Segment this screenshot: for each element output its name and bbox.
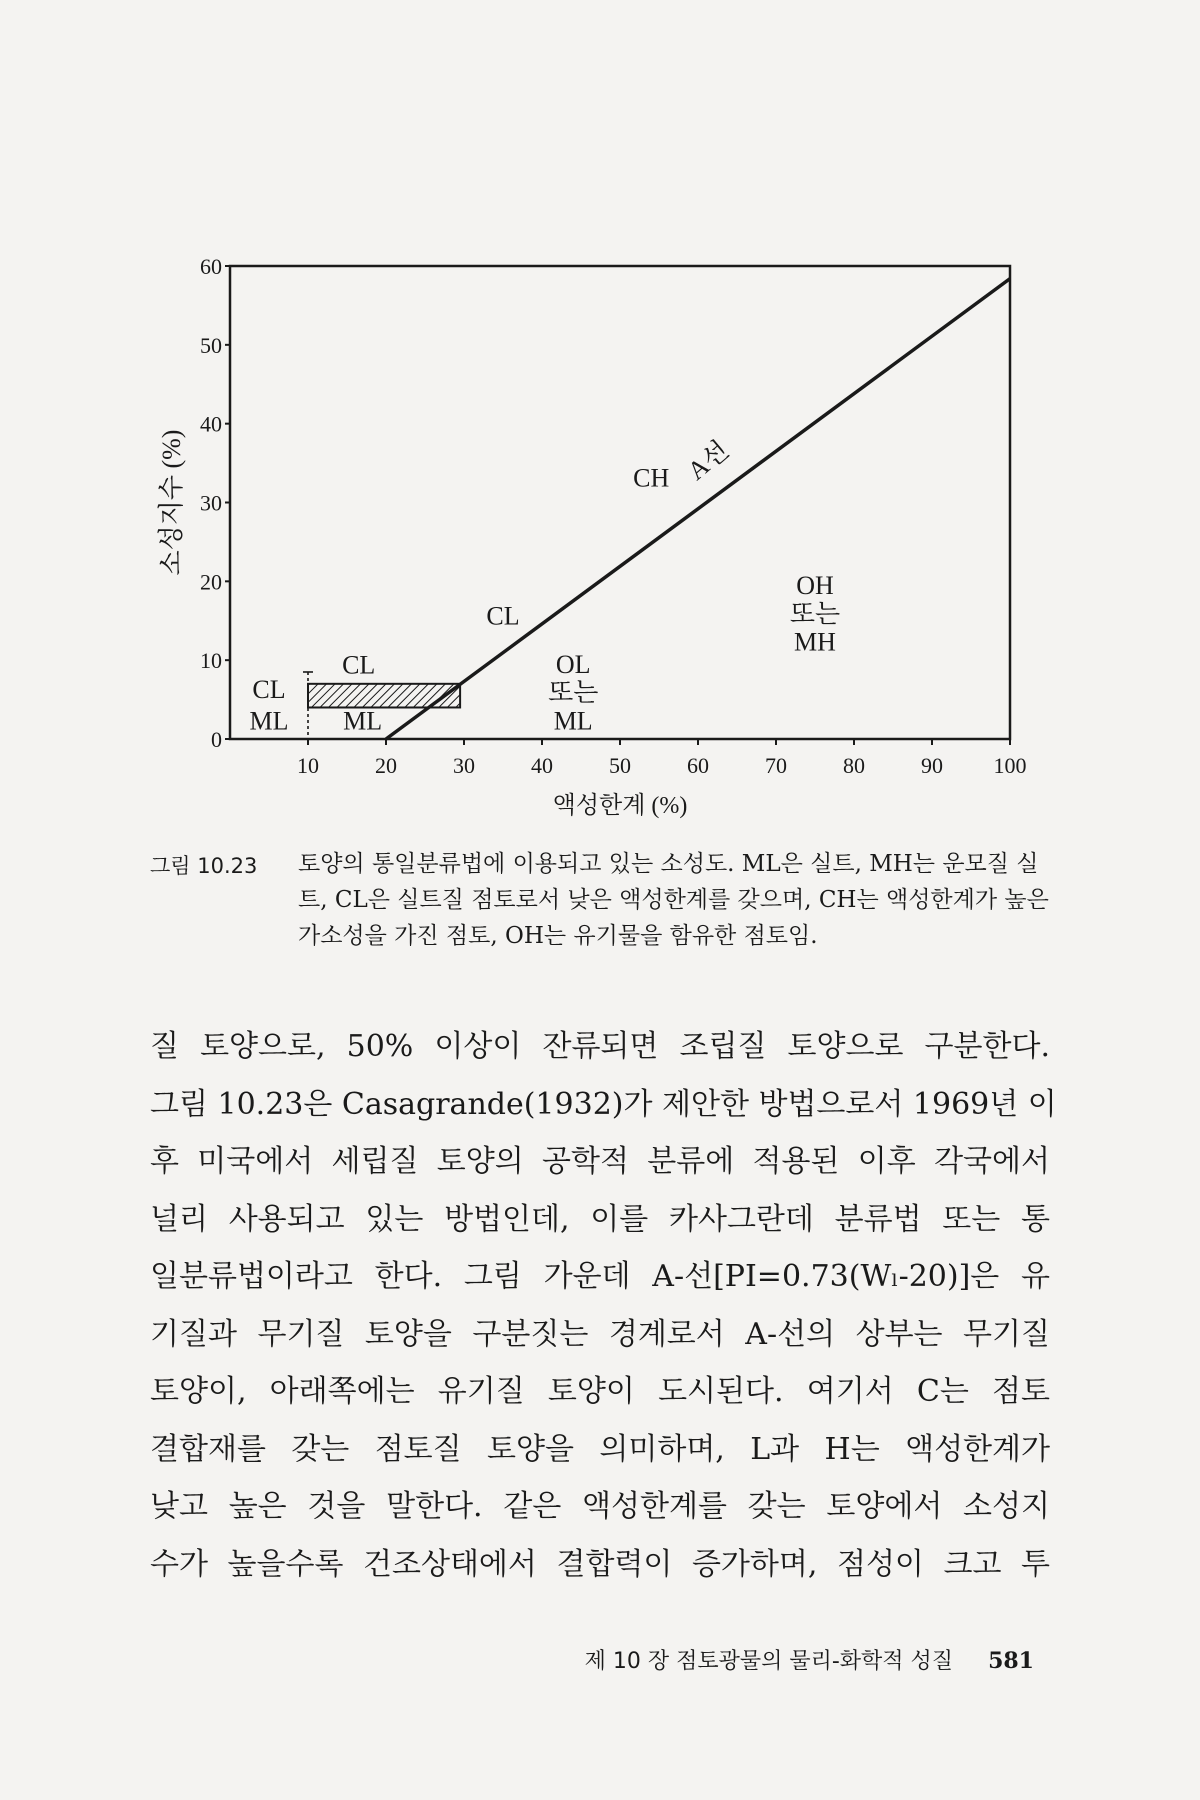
region-label: ML [343,706,383,736]
y-tick-label: 20 [200,569,222,595]
x-tick-label: 30 [453,753,475,778]
y-axis-label: 소성지수 (%) [157,429,186,576]
region-label: CL [342,650,376,680]
x-tick-label: 80 [843,753,865,778]
body-line: 후 미국에서 세립질 토양의 공학적 분류에 적용된 이후 각국에서 [150,1144,1050,1179]
region-label: CH [633,463,670,493]
page-number: 581 [988,1648,1034,1674]
y-tick-label: 0 [211,727,222,752]
plasticity-chart [0,0,1200,820]
body-line: 널리 사용되고 있는 방법인데, 이를 카사그란데 분류법 또는 통 [150,1201,1050,1237]
y-tick-label: 60 [200,254,222,279]
body-line: 토양이, 아래쪽에는 유기질 토양이 도시된다. 여기서 C는 점토 [150,1374,1050,1409]
page-footer [150,1644,1034,1675]
caption-label: 그림 10.23 [150,854,258,878]
figure-caption [150,846,1050,954]
region-label: OL [555,649,591,679]
y-tick-label: 40 [200,411,222,437]
body-paragraph [150,1018,1057,1593]
x-tick-label: 100 [993,753,1027,778]
x-tick-label: 70 [765,753,787,778]
region-label: CL [486,601,520,631]
region-label: MH [794,627,836,657]
a-line [386,279,1010,739]
chart-plot-area [157,254,1027,819]
x-tick-label: 50 [609,753,631,778]
body-line: 결합재를 갖는 점토질 토양을 의미하며, L과 H는 액성한계가 [150,1431,1050,1467]
x-tick-label: 20 [375,753,397,778]
a-line-label: A선 [681,435,735,486]
region-label: 또는 [789,599,841,629]
body-line: 수가 높을수록 건조상태에서 결합력이 증가하며, 점성이 크고 투 [150,1546,1050,1582]
hatched-cl-ml-band [308,684,460,708]
x-tick-label: 90 [921,753,943,778]
x-tick-label: 40 [531,753,553,778]
body-line: 일분류법이라고 한다. 그림 가운데 A-선[PI=0.73(Wₗ-20)]은 유 [150,1259,1050,1294]
x-tick-label: 60 [687,753,709,778]
y-tick-label: 10 [200,648,222,674]
region-label: CL [252,675,286,705]
y-tick-label: 50 [200,332,222,358]
region-label: 또는 [548,678,599,708]
x-axis-label: 액성한계 (%) [552,793,688,819]
body-line: 낮고 높은 것을 말한다. 같은 액성한계를 갖는 토양에서 소성지 [150,1489,1050,1524]
region-label: ML [249,706,289,736]
body-line: 질 토양으로, 50% 이상이 잔류되면 조립질 토양으로 구분한다. [150,1029,1050,1064]
region-label: ML [553,706,593,736]
y-tick-label: 30 [200,490,222,516]
x-tick-label: 10 [297,753,319,778]
region-label: OH [796,570,834,600]
body-line: 그림 10.23은 Casagrande(1932)가 제안한 방법으로서 1969년 이 [150,1086,1057,1122]
caption-text: 토양의 통일분류법에 이용되고 있는 소성도. ML은 실트, MH는 운모질 실트, CL은 실트질 점토로서 낮은 액성한계를 갖으며, CH는 액성한계가 높은 가소성을 가진 점토, OH는 유기물을 함유한 점토임. [298,851,1049,949]
body-line: 기질과 무기질 토양을 구분짓는 경계로서 A-선의 상부는 무기질 [150,1316,1050,1352]
chapter-title: 제 10 장 점토광물의 물리-화학적 성질 [584,1649,954,1674]
